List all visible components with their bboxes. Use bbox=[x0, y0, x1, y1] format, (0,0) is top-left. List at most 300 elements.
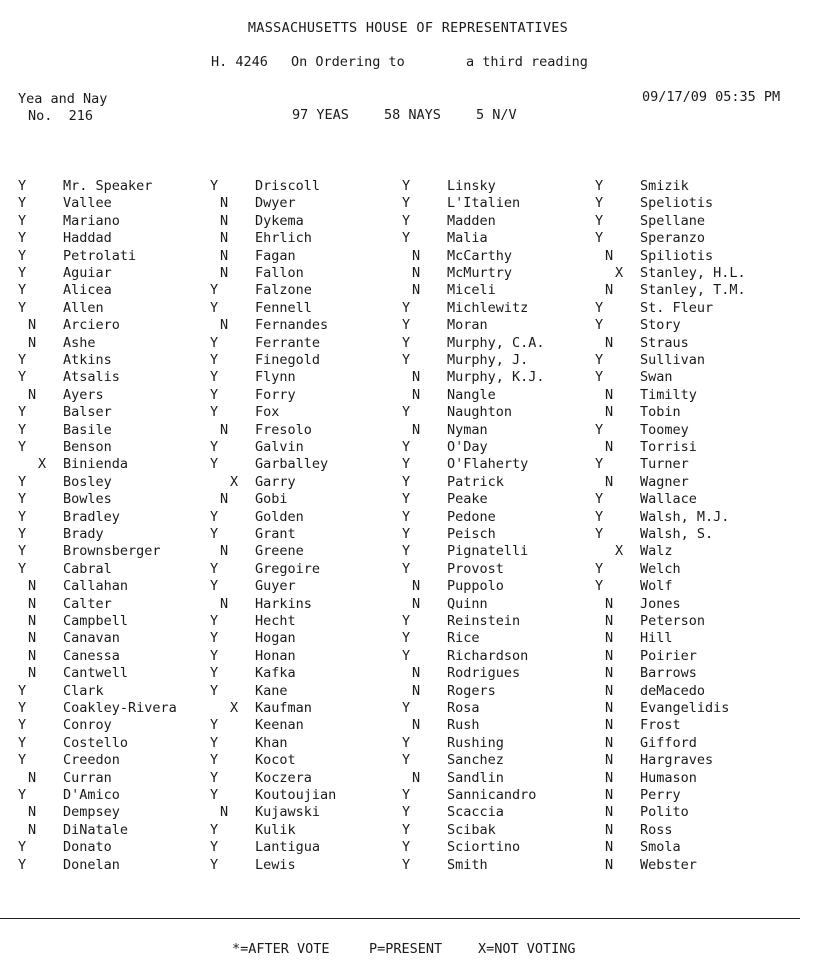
member-name: Petrolati bbox=[63, 247, 137, 264]
yeas-total: 97 YEAS bbox=[292, 107, 349, 123]
roll-row bbox=[18, 526, 218, 542]
vote-mark: Y bbox=[210, 560, 219, 577]
vote-mark: Y bbox=[18, 526, 27, 542]
roll-row bbox=[210, 335, 410, 351]
member-name: Gregoire bbox=[255, 560, 321, 577]
vote-mark: N bbox=[605, 717, 614, 734]
vote-mark: Y bbox=[210, 856, 219, 873]
roll-row bbox=[210, 700, 410, 716]
member-name: Jones bbox=[640, 595, 681, 612]
roll-row bbox=[402, 439, 602, 455]
roll-row bbox=[595, 369, 795, 385]
member-name: Brownsberger bbox=[63, 543, 161, 560]
member-name: Ashe bbox=[63, 334, 96, 351]
roll-row bbox=[595, 804, 795, 820]
roll-row bbox=[595, 839, 795, 855]
vote-mark: N bbox=[605, 856, 614, 873]
member-name: Galvin bbox=[255, 439, 304, 455]
roll-row bbox=[210, 787, 410, 803]
vote-mark: Y bbox=[18, 473, 27, 490]
vote-mark: Y bbox=[595, 578, 604, 595]
roll-row bbox=[18, 491, 218, 507]
roll-row bbox=[18, 265, 218, 281]
vote-mark: N bbox=[412, 665, 421, 682]
vote-mark: N bbox=[28, 317, 37, 334]
member-name: Rushing bbox=[447, 734, 504, 751]
vote-mark: Y bbox=[210, 526, 219, 542]
vote-mark: N bbox=[28, 334, 37, 351]
vote-mark: Y bbox=[595, 212, 604, 229]
member-name: Speranzo bbox=[640, 230, 706, 247]
vote-mark: N bbox=[220, 195, 229, 212]
member-name: Guyer bbox=[255, 578, 296, 595]
vote-mark: Y bbox=[402, 404, 411, 421]
member-name: Spiliotis bbox=[640, 247, 714, 264]
roll-row bbox=[595, 717, 795, 733]
vote-mark: Y bbox=[210, 752, 219, 769]
roll-row bbox=[595, 543, 795, 559]
vote-mark: Y bbox=[18, 560, 27, 577]
member-name: Nyman bbox=[447, 421, 488, 438]
member-name: Frost bbox=[640, 717, 681, 734]
roll-row bbox=[18, 578, 218, 594]
member-name: Clark bbox=[63, 682, 104, 699]
roll-row bbox=[18, 213, 218, 229]
member-name: O'Flaherty bbox=[447, 456, 529, 473]
member-name: Atsalis bbox=[63, 369, 120, 386]
vote-mark: Y bbox=[18, 752, 27, 769]
roll-row bbox=[210, 248, 410, 264]
member-name: Scibak bbox=[447, 821, 496, 838]
vote-mark: Y bbox=[402, 334, 411, 351]
roll-row bbox=[595, 439, 795, 455]
member-name: Bosley bbox=[63, 473, 112, 490]
roll-row bbox=[18, 804, 218, 820]
member-name: Polito bbox=[640, 804, 689, 821]
roll-row bbox=[210, 822, 410, 838]
vote-mark: N bbox=[28, 665, 37, 682]
member-name: Ferrante bbox=[255, 334, 321, 351]
roll-row bbox=[402, 335, 602, 351]
member-name: Golden bbox=[255, 508, 304, 525]
roll-row bbox=[18, 178, 218, 194]
member-name: Mr. Speaker bbox=[63, 178, 153, 194]
vote-mark: Y bbox=[210, 613, 219, 629]
member-name: Swan bbox=[640, 369, 673, 386]
roll-row bbox=[402, 265, 602, 281]
vote-mark: N bbox=[220, 265, 229, 281]
vote-mark: N bbox=[220, 230, 229, 247]
roll-row bbox=[402, 213, 602, 229]
member-name: Toomey bbox=[640, 421, 689, 438]
vote-mark: Y bbox=[18, 717, 27, 734]
roll-row bbox=[595, 526, 795, 542]
member-name: Peterson bbox=[640, 613, 706, 629]
roll-row bbox=[595, 317, 795, 333]
vote-mark: N bbox=[605, 752, 614, 769]
member-name: Kujawski bbox=[255, 804, 321, 821]
roll-row bbox=[210, 509, 410, 525]
vote-mark: Y bbox=[402, 804, 411, 821]
vote-mark: Y bbox=[402, 647, 411, 664]
vote-mark: Y bbox=[402, 856, 411, 873]
member-name: Wallace bbox=[640, 491, 697, 508]
vote-mark: Y bbox=[18, 543, 27, 560]
roll-row bbox=[210, 387, 410, 403]
vote-mark: N bbox=[412, 421, 421, 438]
member-name: Speliotis bbox=[640, 195, 714, 212]
vote-mark: Y bbox=[18, 195, 27, 212]
member-name: Stanley, T.M. bbox=[640, 282, 746, 299]
roll-row bbox=[595, 561, 795, 577]
roll-row bbox=[402, 787, 602, 803]
member-name: Moran bbox=[447, 317, 488, 334]
member-name: L'Italien bbox=[447, 195, 521, 212]
member-name: deMacedo bbox=[640, 682, 706, 699]
roll-row bbox=[402, 735, 602, 751]
member-name: Costello bbox=[63, 734, 129, 751]
vote-mark: Y bbox=[18, 404, 27, 421]
member-name: Kaufman bbox=[255, 700, 312, 716]
roll-row bbox=[402, 300, 602, 316]
member-name: Callahan bbox=[63, 578, 129, 595]
roll-row bbox=[210, 630, 410, 646]
roll-row bbox=[402, 717, 602, 733]
roll-row bbox=[18, 839, 218, 855]
roll-row bbox=[210, 456, 410, 472]
member-name: Kulik bbox=[255, 821, 296, 838]
member-name: Rodrigues bbox=[447, 665, 521, 682]
member-name: Koczera bbox=[255, 769, 312, 786]
vote-mark: Y bbox=[402, 734, 411, 751]
member-name: Story bbox=[640, 317, 681, 334]
member-name: Gobi bbox=[255, 491, 288, 508]
vote-mark: Y bbox=[595, 421, 604, 438]
member-name: Malia bbox=[447, 230, 488, 247]
vote-mark: Y bbox=[402, 491, 411, 508]
roll-row bbox=[18, 195, 218, 211]
vote-mark: N bbox=[412, 595, 421, 612]
member-name: Rice bbox=[447, 630, 480, 647]
member-name: Patrick bbox=[447, 473, 504, 490]
vote-mark: Y bbox=[402, 526, 411, 542]
member-name: Dempsey bbox=[63, 804, 120, 821]
vote-mark: Y bbox=[595, 369, 604, 386]
roll-row bbox=[402, 578, 602, 594]
member-name: Curran bbox=[63, 769, 112, 786]
roll-row bbox=[402, 509, 602, 525]
roll-row bbox=[210, 752, 410, 768]
vote-mark: Y bbox=[210, 369, 219, 386]
roll-row bbox=[18, 683, 218, 699]
roll-row bbox=[18, 735, 218, 751]
roll-row bbox=[18, 770, 218, 786]
roll-row bbox=[402, 804, 602, 820]
vote-mark: Y bbox=[18, 421, 27, 438]
roll-row bbox=[595, 352, 795, 368]
member-name: Madden bbox=[447, 212, 496, 229]
roll-row bbox=[18, 630, 218, 646]
member-name: Benson bbox=[63, 439, 112, 455]
vote-mark: N bbox=[220, 804, 229, 821]
roll-row bbox=[402, 282, 602, 298]
roll-row bbox=[18, 648, 218, 664]
member-name: Donelan bbox=[63, 856, 120, 873]
member-name: Poirier bbox=[640, 647, 697, 664]
member-name: Sciortino bbox=[447, 839, 521, 856]
member-name: Harkins bbox=[255, 595, 312, 612]
roll-row bbox=[210, 491, 410, 507]
member-name: Arciero bbox=[63, 317, 120, 334]
vote-mark: N bbox=[605, 769, 614, 786]
member-name: Wolf bbox=[640, 578, 673, 595]
roll-row bbox=[18, 230, 218, 246]
roll-row bbox=[18, 439, 218, 455]
vote-mark: Y bbox=[210, 299, 219, 316]
member-name: Sannicandro bbox=[447, 787, 537, 803]
member-name: Gifford bbox=[640, 734, 697, 751]
member-name: Puppolo bbox=[447, 578, 504, 595]
roll-row bbox=[402, 317, 602, 333]
member-name: Ayers bbox=[63, 386, 104, 403]
roll-row bbox=[595, 770, 795, 786]
member-name: Canavan bbox=[63, 630, 120, 647]
vote-mark: N bbox=[605, 804, 614, 821]
roll-row bbox=[595, 300, 795, 316]
vote-mark: Y bbox=[18, 369, 27, 386]
roll-row bbox=[18, 404, 218, 420]
roll-row bbox=[402, 561, 602, 577]
roll-row bbox=[595, 248, 795, 264]
roll-row bbox=[210, 213, 410, 229]
vote-mark: Y bbox=[18, 787, 27, 803]
member-name: Driscoll bbox=[255, 178, 321, 194]
vote-mark: X bbox=[230, 700, 239, 716]
vote-mark: Y bbox=[210, 821, 219, 838]
roll-row bbox=[210, 578, 410, 594]
member-name: Evangelidis bbox=[640, 700, 730, 716]
member-name: Flynn bbox=[255, 369, 296, 386]
member-name: Torrisi bbox=[640, 439, 697, 455]
roll-row bbox=[595, 213, 795, 229]
roll-row bbox=[18, 787, 218, 803]
roll-row bbox=[210, 265, 410, 281]
roll-row bbox=[18, 282, 218, 298]
roll-row bbox=[402, 648, 602, 664]
vote-mark: N bbox=[412, 247, 421, 264]
roll-row bbox=[595, 822, 795, 838]
member-name: Welch bbox=[640, 560, 681, 577]
roll-row bbox=[18, 822, 218, 838]
roll-row bbox=[402, 683, 602, 699]
member-name: Cabral bbox=[63, 560, 112, 577]
roll-column bbox=[210, 178, 410, 878]
member-name: Stanley, H.L. bbox=[640, 265, 746, 281]
vote-mark: N bbox=[28, 595, 37, 612]
member-name: Binienda bbox=[63, 456, 129, 473]
roll-row bbox=[402, 474, 602, 490]
roll-row bbox=[210, 317, 410, 333]
roll-call-number: No. 216 bbox=[28, 108, 94, 124]
member-name: Grant bbox=[255, 526, 296, 542]
roll-row bbox=[18, 352, 218, 368]
member-name: Rosa bbox=[447, 700, 480, 716]
member-name: Calter bbox=[63, 595, 112, 612]
member-name: Hargraves bbox=[640, 752, 714, 769]
member-name: Atkins bbox=[63, 352, 112, 368]
vote-mark: Y bbox=[210, 769, 219, 786]
vote-mark: Y bbox=[18, 265, 27, 281]
vote-mark: N bbox=[220, 491, 229, 508]
roll-row bbox=[402, 491, 602, 507]
vote-mark: Y bbox=[18, 491, 27, 508]
vote-mark: Y bbox=[402, 752, 411, 769]
roll-row bbox=[402, 700, 602, 716]
vote-mark: N bbox=[220, 543, 229, 560]
member-name: Kafka bbox=[255, 665, 296, 682]
roll-row bbox=[18, 752, 218, 768]
vote-mark: Y bbox=[402, 195, 411, 212]
vote-mark: N bbox=[605, 473, 614, 490]
vote-mark: Y bbox=[402, 212, 411, 229]
roll-row bbox=[210, 439, 410, 455]
vote-mark: Y bbox=[595, 352, 604, 368]
vote-mark: N bbox=[605, 613, 614, 629]
vote-mark: Y bbox=[402, 543, 411, 560]
roll-row bbox=[402, 596, 602, 612]
vote-mark: Y bbox=[210, 334, 219, 351]
member-name: Brady bbox=[63, 526, 104, 542]
member-name: Sandlin bbox=[447, 769, 504, 786]
vote-mark: N bbox=[28, 804, 37, 821]
member-name: Fox bbox=[255, 404, 280, 421]
member-name: Murphy, K.J. bbox=[447, 369, 545, 386]
roll-row bbox=[595, 282, 795, 298]
vote-mark: N bbox=[412, 265, 421, 281]
member-name: Bowles bbox=[63, 491, 112, 508]
member-name: Ehrlich bbox=[255, 230, 312, 247]
roll-row bbox=[210, 839, 410, 855]
roll-row bbox=[18, 665, 218, 681]
vote-mark: N bbox=[605, 334, 614, 351]
roll-row bbox=[402, 630, 602, 646]
roll-row bbox=[18, 613, 218, 629]
roll-row bbox=[402, 752, 602, 768]
roll-row bbox=[210, 561, 410, 577]
vote-mark: Y bbox=[402, 456, 411, 473]
vote-mark: N bbox=[412, 717, 421, 734]
roll-row bbox=[210, 282, 410, 298]
bill-number: H. 4246 bbox=[211, 54, 268, 70]
vote-mark: N bbox=[412, 386, 421, 403]
vote-mark: N bbox=[605, 247, 614, 264]
vote-mark: N bbox=[412, 282, 421, 299]
member-name: Basile bbox=[63, 421, 112, 438]
roll-row bbox=[210, 665, 410, 681]
roll-row bbox=[402, 248, 602, 264]
roll-column bbox=[595, 178, 795, 878]
vote-mark: Y bbox=[595, 526, 604, 542]
vote-mark: Y bbox=[18, 682, 27, 699]
member-name: Honan bbox=[255, 647, 296, 664]
member-name: Falzone bbox=[255, 282, 312, 299]
member-name: Pignatelli bbox=[447, 543, 529, 560]
vote-mark: Y bbox=[18, 839, 27, 856]
roll-row bbox=[18, 474, 218, 490]
member-name: Sullivan bbox=[640, 352, 706, 368]
roll-row bbox=[402, 369, 602, 385]
vote-action: On Ordering to bbox=[291, 54, 405, 70]
roll-row bbox=[210, 352, 410, 368]
vote-mark: N bbox=[28, 821, 37, 838]
vote-mark: Y bbox=[210, 404, 219, 421]
member-name: Alicea bbox=[63, 282, 112, 299]
roll-row bbox=[210, 613, 410, 629]
vote-mark: Y bbox=[595, 508, 604, 525]
roll-row bbox=[595, 195, 795, 211]
member-name: Bradley bbox=[63, 508, 120, 525]
vote-mark: N bbox=[605, 839, 614, 856]
legend-after-vote: *=AFTER VOTE bbox=[232, 941, 330, 957]
vote-mark: Y bbox=[210, 282, 219, 299]
vote-mark: Y bbox=[210, 787, 219, 803]
member-name: Straus bbox=[640, 334, 689, 351]
member-name: Rush bbox=[447, 717, 480, 734]
vote-mark: Y bbox=[210, 734, 219, 751]
vote-mark: N bbox=[220, 595, 229, 612]
member-name: St. Fleur bbox=[640, 299, 714, 316]
member-name: Kane bbox=[255, 682, 288, 699]
vote-mark: N bbox=[220, 317, 229, 334]
vote-mark: Y bbox=[18, 734, 27, 751]
member-name: Naughton bbox=[447, 404, 513, 421]
member-name: Quinn bbox=[447, 595, 488, 612]
roll-row bbox=[595, 387, 795, 403]
vote-mark: N bbox=[605, 282, 614, 299]
member-name: Provost bbox=[447, 560, 504, 577]
vote-mark: N bbox=[28, 630, 37, 647]
roll-row bbox=[595, 491, 795, 507]
member-name: Fennell bbox=[255, 299, 312, 316]
vote-mark: X bbox=[230, 473, 239, 490]
vote-mark: Y bbox=[210, 578, 219, 595]
member-name: Donato bbox=[63, 839, 112, 856]
roll-row bbox=[402, 404, 602, 420]
vote-mark: Y bbox=[402, 560, 411, 577]
member-name: Webster bbox=[640, 856, 697, 873]
member-name: Hecht bbox=[255, 613, 296, 629]
vote-mark: N bbox=[412, 769, 421, 786]
roll-row bbox=[402, 387, 602, 403]
vote-mark: Y bbox=[210, 439, 219, 455]
roll-row bbox=[402, 822, 602, 838]
vote-mark: Y bbox=[402, 317, 411, 334]
roll-row bbox=[18, 509, 218, 525]
vote-mark: Y bbox=[18, 700, 27, 716]
roll-row bbox=[402, 839, 602, 855]
roll-row bbox=[210, 717, 410, 733]
member-name: Fagan bbox=[255, 247, 296, 264]
member-name: Walsh, M.J. bbox=[640, 508, 730, 525]
vote-mark: N bbox=[605, 821, 614, 838]
member-name: Fernandes bbox=[255, 317, 329, 334]
roll-row bbox=[595, 404, 795, 420]
roll-row bbox=[210, 543, 410, 559]
vote-mark: X bbox=[615, 265, 624, 281]
member-name: Khan bbox=[255, 734, 288, 751]
member-name: Aguiar bbox=[63, 265, 112, 281]
roll-row bbox=[595, 630, 795, 646]
